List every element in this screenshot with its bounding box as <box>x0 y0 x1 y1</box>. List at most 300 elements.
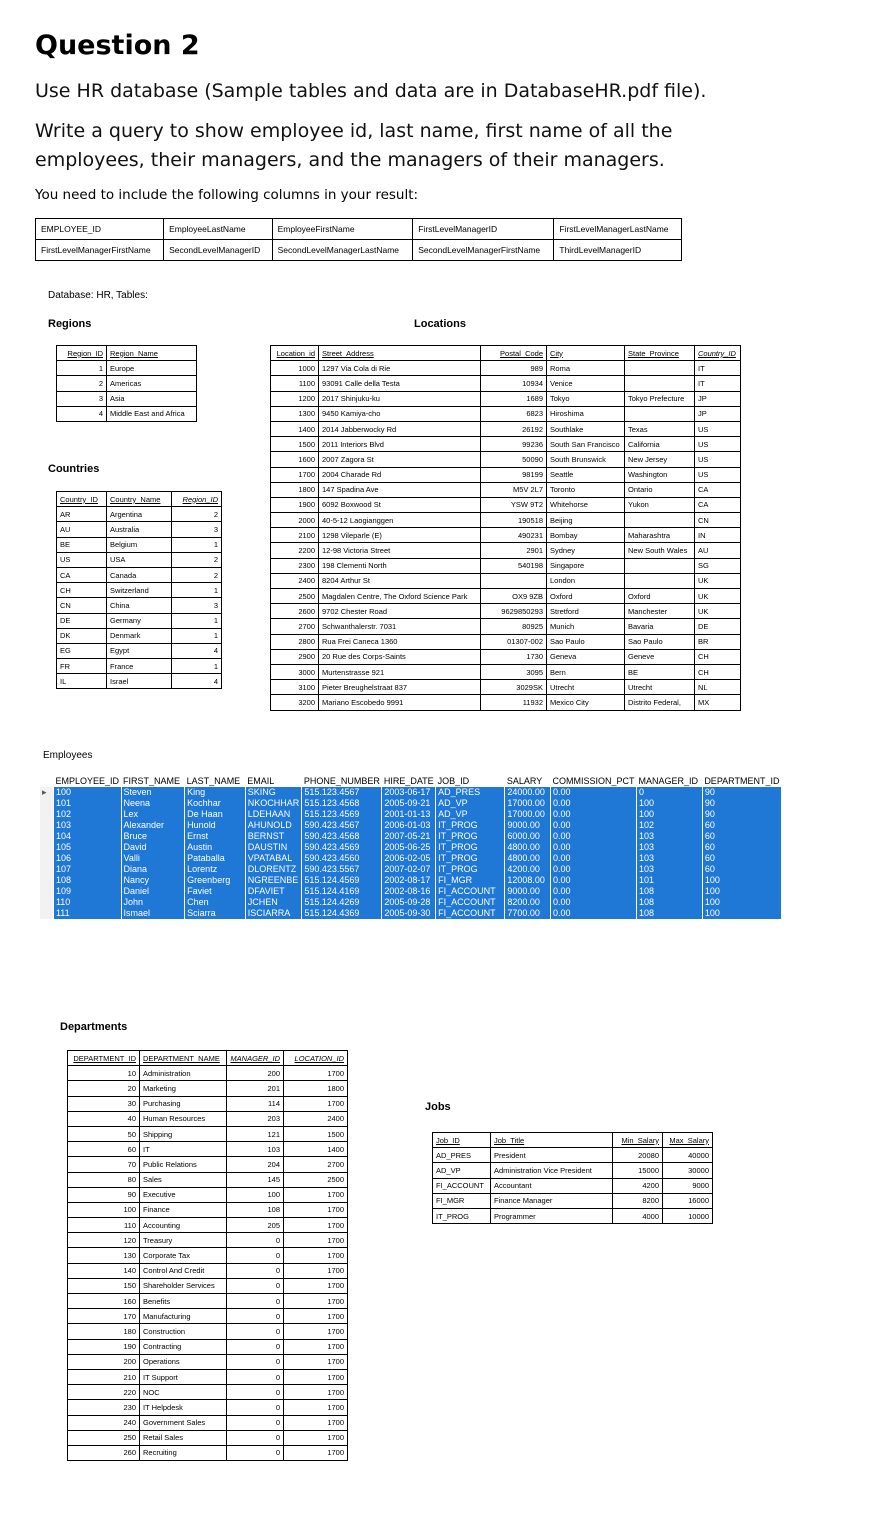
grid-cell: Neena <box>121 798 185 809</box>
table-cell: Contracting <box>140 1339 227 1354</box>
table-cell: 2000 <box>271 513 319 528</box>
table-cell: Tokyo <box>547 391 625 406</box>
table-cell: New Jersey <box>625 452 695 467</box>
row-selector[interactable] <box>40 820 53 831</box>
table-cell: 1700 <box>284 1263 348 1278</box>
column-header: State_Province <box>625 346 695 361</box>
row-selector[interactable] <box>40 831 53 842</box>
grid-cell: 103 <box>53 820 121 831</box>
table-cell: Whitehorse <box>547 497 625 512</box>
table-cell: 1700 <box>284 1066 348 1081</box>
table-cell: 198 Clementi North <box>319 558 481 573</box>
table-cell: 1 <box>172 583 222 598</box>
table-row <box>271 421 741 436</box>
table-cell: 190 <box>68 1339 140 1354</box>
table-cell: 180 <box>68 1324 140 1339</box>
grid-cell: 0.00 <box>551 809 637 820</box>
grid-cell: King <box>185 787 246 798</box>
grid-cell: 2006-02-05 <box>382 853 436 864</box>
column-header[interactable]: HIRE_DATE <box>383 776 434 786</box>
column-header[interactable]: DEPARTMENT_ID <box>704 776 780 786</box>
grid-cell: 515.124.4569 <box>302 875 382 886</box>
table-header-row <box>57 346 197 361</box>
result-columns-row <box>36 219 682 240</box>
question-line-1: Use HR database (Sample tables and data are in DatabaseHR.pdf file). <box>35 80 707 102</box>
grid-cell: 105 <box>53 842 121 853</box>
table-cell: Administration <box>140 1066 227 1081</box>
table-cell: 4 <box>172 643 222 658</box>
table-cell: 2014 Jabberwocky Rd <box>319 421 481 436</box>
table-cell <box>625 558 695 573</box>
table-cell: 6092 Boxwood St <box>319 497 481 512</box>
table-cell: 1700 <box>284 1445 348 1460</box>
column-header: LOCATION_ID <box>284 1051 348 1066</box>
column-header[interactable]: COMMISSION_PCT <box>552 776 635 786</box>
column-header: DEPARTMENT_ID <box>68 1051 140 1066</box>
grid-cell: 17000.00 <box>505 798 551 809</box>
grid-cell: Pataballa <box>185 853 246 864</box>
grid-cell: 4800.00 <box>505 842 551 853</box>
grid-cell: 590.423.5567 <box>302 864 382 875</box>
grid-cell: 103 <box>637 853 703 864</box>
locations-title: Locations <box>414 318 466 330</box>
table-cell: 3029SK <box>481 680 547 695</box>
grid-cell: 0.00 <box>551 875 637 886</box>
table-cell: BR <box>695 634 741 649</box>
table-cell: Argentina <box>107 507 172 522</box>
grid-cell: 90 <box>702 798 781 809</box>
table-row <box>271 361 741 376</box>
grid-row[interactable] <box>40 787 782 798</box>
grid-cell: DAUSTIN <box>245 842 302 853</box>
table-row <box>271 680 741 695</box>
row-selector[interactable] <box>40 842 53 853</box>
grid-cell: FI_ACCOUNT <box>436 897 505 908</box>
table-cell: 9000 <box>663 1178 713 1193</box>
row-selector[interactable] <box>40 897 53 908</box>
table-cell: Control And Credit <box>140 1263 227 1278</box>
table-cell <box>481 573 547 588</box>
grid-cell: 0.00 <box>551 842 637 853</box>
grid-cell: 103 <box>637 842 703 853</box>
table-cell: 150 <box>68 1278 140 1293</box>
grid-row[interactable] <box>40 831 782 842</box>
table-row <box>57 674 222 689</box>
grid-cell: 17000.00 <box>505 809 551 820</box>
grid-cell: 2005-09-28 <box>382 897 436 908</box>
row-selector[interactable] <box>40 864 53 875</box>
table-cell: Middle East and Africa <box>107 406 197 421</box>
grid-cell: 9000.00 <box>505 820 551 831</box>
table-cell: 1700 <box>284 1415 348 1430</box>
table-cell: 30000 <box>663 1163 713 1178</box>
table-cell: 40-5-12 Laogianggen <box>319 513 481 528</box>
grid-cell: Ernst <box>185 831 246 842</box>
table-cell: Geneve <box>625 649 695 664</box>
grid-row[interactable] <box>40 908 782 919</box>
column-header: Job_ID <box>433 1133 491 1148</box>
table-cell: CH <box>695 664 741 679</box>
column-header[interactable]: JOB_ID <box>436 776 505 787</box>
table-cell: 1297 Via Cola di Rie <box>319 361 481 376</box>
result-column-cell: ThirdLevelManagerID <box>554 240 682 261</box>
grid-cell: 590.423.4569 <box>302 842 382 853</box>
question-line-2: Write a query to show employee id, last name, first name of all the <box>35 120 673 142</box>
grid-cell: NGREENBE <box>245 875 302 886</box>
table-cell: 3100 <box>271 680 319 695</box>
table-cell: 1000 <box>271 361 319 376</box>
table-cell: 250 <box>68 1430 140 1445</box>
result-column-cell: EMPLOYEE_ID <box>36 219 164 240</box>
table-cell: 2004 Charade Rd <box>319 467 481 482</box>
table-cell: AD_PRES <box>433 1148 491 1163</box>
table-cell: Sao Paulo <box>547 634 625 649</box>
jobs-table <box>432 1132 713 1224</box>
table-cell: Purchasing <box>140 1096 227 1111</box>
table-cell: 1800 <box>271 482 319 497</box>
table-row <box>68 1096 348 1111</box>
table-cell: 2011 Interiors Blvd <box>319 437 481 452</box>
table-cell: 210 <box>68 1369 140 1384</box>
grid-cell: John <box>121 897 185 908</box>
table-row <box>271 528 741 543</box>
table-cell: Munich <box>547 619 625 634</box>
column-header[interactable]: SALARY <box>505 776 551 787</box>
table-cell: Marketing <box>140 1081 227 1096</box>
table-cell: Human Resources <box>140 1111 227 1126</box>
table-cell: 10 <box>68 1066 140 1081</box>
result-columns-table <box>35 218 682 261</box>
table-cell: IT_PROG <box>433 1208 491 1223</box>
table-row <box>271 437 741 452</box>
table-cell: 540198 <box>481 558 547 573</box>
grid-cell: SKING <box>245 787 302 798</box>
table-cell: AR <box>57 507 107 522</box>
table-cell: 0 <box>227 1445 284 1460</box>
table-cell: Executive <box>140 1187 227 1202</box>
table-cell: 1700 <box>284 1248 348 1263</box>
table-cell: Washington <box>625 467 695 482</box>
table-cell: 0 <box>227 1339 284 1354</box>
table-cell: Sydney <box>547 543 625 558</box>
grid-row[interactable] <box>40 897 782 908</box>
table-cell: 205 <box>227 1218 284 1233</box>
grid-cell: 515.123.4567 <box>302 787 382 798</box>
table-cell: Toronto <box>547 482 625 497</box>
table-cell: Public Relations <box>140 1157 227 1172</box>
row-selector[interactable] <box>40 886 53 897</box>
table-cell: 8200 <box>613 1193 663 1208</box>
grid-row[interactable] <box>40 886 782 897</box>
table-row <box>57 376 197 391</box>
result-column-cell: SecondLevelManagerID <box>164 240 273 261</box>
table-cell: Hiroshima <box>547 406 625 421</box>
grid-cell: Alexander <box>121 820 185 831</box>
column-header[interactable]: EMPLOYEE_ID <box>55 776 119 786</box>
table-cell: 490231 <box>481 528 547 543</box>
table-row <box>271 619 741 634</box>
grid-cell: 2003-06-17 <box>382 787 436 798</box>
table-cell: Accounting <box>140 1218 227 1233</box>
grid-cell: Lorentz <box>185 864 246 875</box>
table-header-row <box>271 346 741 361</box>
departments-title: Departments <box>60 1021 128 1033</box>
grid-cell: 102 <box>637 820 703 831</box>
table-cell: 8204 Arthur St <box>319 573 481 588</box>
table-row <box>271 467 741 482</box>
table-row <box>68 1202 348 1217</box>
table-cell: Israel <box>107 674 172 689</box>
departments-table <box>67 1050 348 1461</box>
table-cell: 1700 <box>284 1430 348 1445</box>
table-cell: 1700 <box>284 1233 348 1248</box>
grid-cell: VPATABAL <box>245 853 302 864</box>
table-cell: Switzerland <box>107 583 172 598</box>
table-cell: 121 <box>227 1126 284 1141</box>
table-row <box>433 1148 713 1163</box>
question-line-3: employees, their managers, and the managers of their managers. <box>35 149 665 171</box>
table-cell: 1500 <box>284 1126 348 1141</box>
table-cell: Programmer <box>491 1208 613 1223</box>
grid-cell: 12008.00 <box>505 875 551 886</box>
column-header[interactable]: LAST_NAME <box>185 776 246 787</box>
table-cell: Finance <box>140 1202 227 1217</box>
table-cell: IT <box>140 1142 227 1157</box>
grid-cell: 109 <box>53 886 121 897</box>
row-selector[interactable]: ▸ <box>40 787 53 798</box>
grid-cell: Kochhar <box>185 798 246 809</box>
table-cell: China <box>107 598 172 613</box>
table-cell: 4200 <box>613 1178 663 1193</box>
table-cell: NL <box>695 680 741 695</box>
grid-cell: 2006-01-03 <box>382 820 436 831</box>
table-cell: 1700 <box>284 1385 348 1400</box>
grid-row[interactable] <box>40 809 782 820</box>
table-cell: 204 <box>227 1157 284 1172</box>
table-cell: 1700 <box>284 1339 348 1354</box>
grid-row[interactable] <box>40 820 782 831</box>
grid-cell: AD_VP <box>436 809 505 820</box>
grid-cell: 100 <box>637 798 703 809</box>
table-cell: IT Support <box>140 1369 227 1384</box>
grid-cell: 90 <box>702 787 781 798</box>
table-row <box>68 1309 348 1324</box>
table-cell: Canada <box>107 567 172 582</box>
grid-cell: 100 <box>702 875 781 886</box>
table-cell: Sao Paulo <box>625 634 695 649</box>
table-cell: 4 <box>172 674 222 689</box>
table-row <box>271 497 741 512</box>
grid-cell: 100 <box>702 897 781 908</box>
table-row <box>433 1178 713 1193</box>
table-row <box>271 649 741 664</box>
table-cell: South San Francisco <box>547 437 625 452</box>
table-cell: IN <box>695 528 741 543</box>
table-cell <box>625 406 695 421</box>
table-cell: 40000 <box>663 1148 713 1163</box>
table-cell: Seattle <box>547 467 625 482</box>
grid-row[interactable] <box>40 875 782 886</box>
table-cell: 2300 <box>271 558 319 573</box>
table-cell: 200 <box>227 1066 284 1081</box>
table-cell: 6823 <box>481 406 547 421</box>
row-selector[interactable] <box>40 809 53 820</box>
table-cell: 12-98 Victoria Street <box>319 543 481 558</box>
table-cell: 2100 <box>271 528 319 543</box>
table-cell: 2200 <box>271 543 319 558</box>
regions-title: Regions <box>48 318 92 330</box>
grid-cell: 60 <box>702 831 781 842</box>
grid-cell: ISCIARRA <box>245 908 302 919</box>
table-cell: 70 <box>68 1157 140 1172</box>
table-row <box>68 1218 348 1233</box>
table-row <box>433 1208 713 1223</box>
table-cell: US <box>695 467 741 482</box>
table-cell: YSW 9T2 <box>481 497 547 512</box>
table-row <box>57 391 197 406</box>
table-cell: Maharashtra <box>625 528 695 543</box>
table-cell: Mexico City <box>547 695 625 710</box>
grid-cell: AD_VP <box>436 798 505 809</box>
row-selector[interactable] <box>40 798 53 809</box>
grid-cell: 2007-02-07 <box>382 864 436 875</box>
table-cell: 1900 <box>271 497 319 512</box>
table-cell: EG <box>57 643 107 658</box>
table-row <box>271 543 741 558</box>
table-row <box>271 391 741 406</box>
table-row <box>68 1415 348 1430</box>
table-cell: Manchester <box>625 604 695 619</box>
table-row <box>57 598 222 613</box>
table-cell: 147 Spadina Ave <box>319 482 481 497</box>
table-cell: 240 <box>68 1415 140 1430</box>
table-row <box>57 659 222 674</box>
grid-cell: 515.123.4568 <box>302 798 382 809</box>
grid-cell: 108 <box>637 908 703 919</box>
grid-cell: 60 <box>702 842 781 853</box>
table-cell: 200 <box>68 1354 140 1369</box>
grid-cell: 102 <box>53 809 121 820</box>
table-cell: Mariano Escobedo 9991 <box>319 695 481 710</box>
grid-cell: LDEHAAN <box>245 809 302 820</box>
database-label: Database: HR, Tables: <box>48 290 148 301</box>
grid-cell: Chen <box>185 897 246 908</box>
table-cell: 190518 <box>481 513 547 528</box>
table-cell: UK <box>695 604 741 619</box>
column-header[interactable]: PHONE_NUMBER <box>303 776 380 786</box>
result-column-cell: EmployeeFirstName <box>272 219 413 240</box>
column-header[interactable]: EMAIL <box>245 776 302 787</box>
table-cell: Americas <box>107 376 197 391</box>
row-selector[interactable] <box>40 908 53 919</box>
table-cell: 1700 <box>284 1309 348 1324</box>
table-row <box>68 1324 348 1339</box>
grid-cell: 100 <box>702 908 781 919</box>
table-cell: 1600 <box>271 452 319 467</box>
table-cell: 26192 <box>481 421 547 436</box>
table-cell: 201 <box>227 1081 284 1096</box>
table-row <box>68 1354 348 1369</box>
grid-cell: 0 <box>637 787 703 798</box>
table-cell: CA <box>695 497 741 512</box>
table-cell: 0 <box>227 1385 284 1400</box>
table-row <box>57 522 222 537</box>
table-cell: 1 <box>172 659 222 674</box>
table-cell: 145 <box>227 1172 284 1187</box>
grid-cell: AHUNOLD <box>245 820 302 831</box>
table-cell: M5V 2L7 <box>481 482 547 497</box>
table-cell: DK <box>57 628 107 643</box>
column-header: Postal_Code <box>481 346 547 361</box>
table-cell: Germany <box>107 613 172 628</box>
table-row <box>271 558 741 573</box>
table-row <box>433 1163 713 1178</box>
table-row <box>57 567 222 582</box>
grid-cell: 0.00 <box>551 864 637 875</box>
table-row <box>68 1369 348 1384</box>
table-cell: 4 <box>57 406 107 421</box>
grid-row[interactable] <box>40 853 782 864</box>
table-cell: Administration Vice President <box>491 1163 613 1178</box>
table-cell: Bavaria <box>625 619 695 634</box>
grid-cell: 2002-08-17 <box>382 875 436 886</box>
table-cell: IT <box>695 376 741 391</box>
table-cell: 10000 <box>663 1208 713 1223</box>
table-cell: Bombay <box>547 528 625 543</box>
table-cell: 40 <box>68 1111 140 1126</box>
row-selector[interactable] <box>40 853 53 864</box>
table-cell: Murtenstrasse 921 <box>319 664 481 679</box>
table-cell: 2901 <box>481 543 547 558</box>
grid-row[interactable] <box>40 842 782 853</box>
grid-cell: BERNST <box>245 831 302 842</box>
table-cell: 1700 <box>284 1354 348 1369</box>
grid-cell: FI_MGR <box>436 875 505 886</box>
result-columns-row <box>36 240 682 261</box>
table-row <box>68 1111 348 1126</box>
table-cell: Stretford <box>547 604 625 619</box>
table-cell: 2017 Shinjuku-ku <box>319 391 481 406</box>
row-selector[interactable] <box>40 875 53 886</box>
table-cell: 170 <box>68 1309 140 1324</box>
table-cell: Operations <box>140 1354 227 1369</box>
grid-row[interactable] <box>40 864 782 875</box>
grid-cell: 7700.00 <box>505 908 551 919</box>
table-cell: US <box>695 421 741 436</box>
grid-cell: De Haan <box>185 809 246 820</box>
grid-cell: Steven <box>121 787 185 798</box>
table-header-row <box>68 1051 348 1066</box>
table-cell: 1 <box>172 613 222 628</box>
table-cell: Recruiting <box>140 1445 227 1460</box>
table-cell: Magdalen Centre, The Oxford Science Park <box>319 589 481 604</box>
table-cell: Geneva <box>547 649 625 664</box>
table-cell: 2600 <box>271 604 319 619</box>
table-cell: Finance Manager <box>491 1193 613 1208</box>
grid-cell: JCHEN <box>245 897 302 908</box>
table-cell: 99236 <box>481 437 547 452</box>
grid-row[interactable] <box>40 798 782 809</box>
grid-cell: 103 <box>637 831 703 842</box>
column-header[interactable]: FIRST_NAME <box>121 776 185 787</box>
table-cell: 80925 <box>481 619 547 634</box>
column-header[interactable]: MANAGER_ID <box>637 776 703 787</box>
table-cell: 1700 <box>284 1324 348 1339</box>
table-cell: 1700 <box>284 1218 348 1233</box>
result-column-cell: FirstLevelManagerLastName <box>554 219 682 240</box>
grid-cell: 515.124.4169 <box>302 886 382 897</box>
table-row <box>271 664 741 679</box>
